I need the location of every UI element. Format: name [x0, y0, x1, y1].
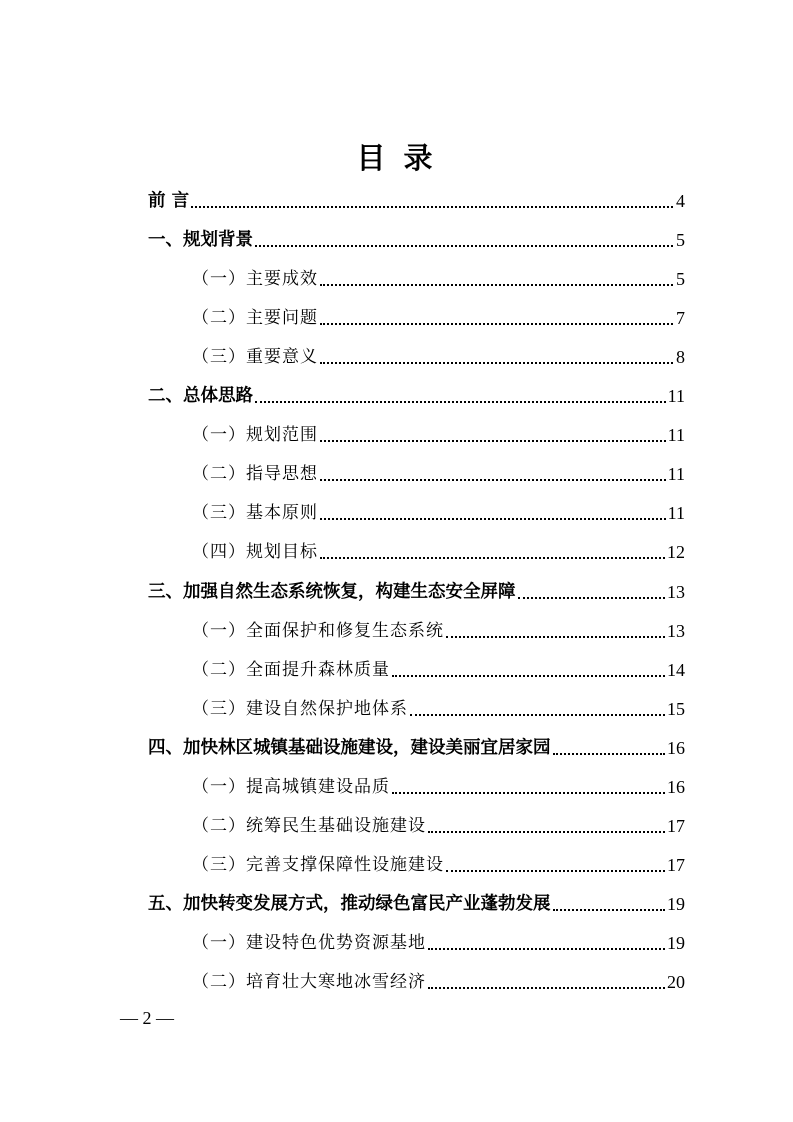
toc-entry-page: 16 [667, 777, 685, 797]
toc-entry-page: 11 [667, 503, 685, 523]
dot-leader [320, 323, 673, 325]
toc-entry-2-2[interactable] [192, 457, 685, 487]
toc-entry-2-4[interactable] [192, 535, 685, 565]
dot-leader [320, 479, 666, 481]
document-title: 目 录 [356, 141, 437, 175]
toc-entry-preface[interactable] [148, 184, 685, 214]
toc-entry-page: 7 [676, 308, 685, 328]
dot-leader [320, 362, 673, 364]
dot-leader [428, 831, 665, 833]
toc-entry-label: （一）全面保护和修复生态系统 [192, 621, 444, 641]
toc-entry-page: 13 [667, 621, 685, 641]
toc-entry-page: 5 [676, 269, 685, 289]
toc-entry-section-3[interactable] [148, 575, 685, 605]
dot-leader [410, 714, 665, 716]
dot-leader [428, 948, 665, 950]
toc-entry-section-1[interactable] [148, 223, 685, 253]
toc-entry-page: 19 [667, 894, 685, 914]
toc-entry-page: 14 [667, 660, 685, 680]
dot-leader [255, 401, 666, 403]
toc-entry-page: 15 [667, 699, 685, 719]
toc-entry-label: （一）主要成效 [192, 269, 318, 289]
toc-entry-3-3[interactable] [192, 692, 685, 722]
toc-entry-label: 一、规划背景 [148, 230, 253, 250]
toc-entry-label: 二、总体思路 [148, 386, 253, 406]
toc-entry-label: （二）统筹民生基础设施建设 [192, 816, 426, 836]
toc-entry-label: （一）提高城镇建设品质 [192, 777, 390, 797]
toc-entry-2-1[interactable] [192, 418, 685, 448]
toc-entry-1-1[interactable] [192, 262, 685, 292]
toc-entry-label: （一）规划范围 [192, 425, 318, 445]
toc-entry-page: 11 [667, 425, 685, 445]
dot-leader [320, 440, 666, 442]
toc-entry-page: 11 [667, 386, 685, 406]
toc-entry-4-1[interactable] [192, 770, 685, 800]
toc-entry-label: （四）规划目标 [192, 542, 318, 562]
toc-entry-1-3[interactable] [192, 340, 685, 370]
toc-entry-label: （一）建设特色优势资源基地 [192, 933, 426, 953]
dot-leader [553, 753, 666, 755]
toc-entry-label: （三）基本原则 [192, 503, 318, 523]
toc-entry-1-2[interactable] [192, 301, 685, 331]
dot-leader [320, 557, 665, 559]
toc-entry-label: 前 言 [148, 191, 190, 211]
dot-leader [320, 518, 666, 520]
toc-entry-4-3[interactable] [192, 848, 685, 878]
toc-entry-4-2[interactable] [192, 809, 685, 839]
toc-entry-page: 5 [676, 230, 685, 250]
dot-leader [446, 870, 665, 872]
dot-leader [320, 284, 673, 286]
dot-leader [392, 675, 665, 677]
toc-entry-page: 4 [676, 191, 685, 211]
toc-entry-label: （二）指导思想 [192, 464, 318, 484]
toc-entry-label: （三）建设自然保护地体系 [192, 699, 408, 719]
toc-entry-label: （三）重要意义 [192, 347, 318, 367]
dot-leader [428, 987, 665, 989]
toc-entry-section-2[interactable] [148, 379, 685, 409]
toc-entry-page: 17 [667, 816, 685, 836]
toc-entry-page: 16 [667, 738, 685, 758]
toc-entry-5-2[interactable] [192, 965, 685, 995]
toc-entry-5-1[interactable] [192, 926, 685, 956]
toc-entry-page: 13 [667, 582, 685, 602]
toc-entry-label: （二）培育壮大寒地冰雪经济 [192, 972, 426, 992]
toc-entry-label: （二）全面提升森林质量 [192, 660, 390, 680]
dot-leader [191, 206, 673, 208]
toc-entry-page: 20 [667, 972, 685, 992]
dot-leader [446, 636, 665, 638]
toc-entry-section-5[interactable] [148, 887, 685, 917]
toc-entry-3-1[interactable] [192, 614, 685, 644]
toc-entry-page: 11 [667, 464, 685, 484]
toc-entry-label: 四、加快林区城镇基础设施建设，建设美丽宜居家园 [148, 738, 551, 758]
dot-leader [255, 245, 673, 247]
toc-entry-label: 三、加强自然生态系统恢复，构建生态安全屏障 [148, 582, 516, 602]
toc-entry-page: 19 [667, 933, 685, 953]
toc-entry-page: 17 [667, 855, 685, 875]
toc-entry-label: （三）完善支撑保障性设施建设 [192, 855, 444, 875]
toc-entry-3-2[interactable] [192, 653, 685, 683]
toc-entry-2-3[interactable] [192, 496, 685, 526]
dot-leader [553, 909, 666, 911]
page-number-footer: — 2 — [120, 1008, 174, 1028]
dot-leader [518, 597, 666, 599]
toc-entry-page: 12 [667, 542, 685, 562]
toc-entry-label: 五、加快转变发展方式，推动绿色富民产业蓬勃发展 [148, 894, 551, 914]
dot-leader [392, 792, 665, 794]
toc-entry-label: （二）主要问题 [192, 308, 318, 328]
toc-entry-section-4[interactable] [148, 731, 685, 761]
toc-entry-page: 8 [676, 347, 685, 367]
